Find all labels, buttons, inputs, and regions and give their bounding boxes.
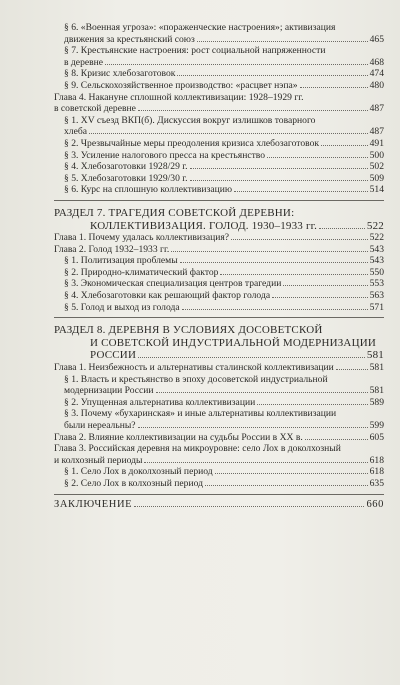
toc-section xyxy=(54,324,384,362)
entry-title: хлеба xyxy=(64,126,87,138)
page-number: 563 xyxy=(369,290,384,302)
toc-paragraph xyxy=(54,138,384,150)
entry-title: § 3. Усиление налогового пресса на крестьянство xyxy=(64,149,266,161)
entry-title: § 1. Политизация проблемы xyxy=(64,255,178,267)
page-number: 553 xyxy=(369,278,384,290)
bleed-through-text xyxy=(200,585,380,665)
toc-chapter xyxy=(54,432,384,444)
toc-line xyxy=(54,499,384,511)
toc-line xyxy=(64,150,384,162)
toc-paragraph xyxy=(54,161,384,173)
page-number: 543 xyxy=(369,243,384,255)
page-number: 522 xyxy=(366,219,384,232)
dot-leader xyxy=(300,87,368,88)
toc-line xyxy=(64,302,384,314)
toc-paragraph xyxy=(54,115,384,138)
toc-paragraph xyxy=(54,68,384,80)
entry-title: в советской деревне xyxy=(54,103,136,115)
dot-leader xyxy=(205,485,368,486)
toc-paragraph xyxy=(54,255,384,267)
toc-line xyxy=(64,255,384,267)
dot-leader xyxy=(190,168,368,169)
entry-title: § 5. Голод и выход из голода xyxy=(64,301,180,313)
page-number: 491 xyxy=(369,137,384,149)
toc-line xyxy=(64,161,384,173)
entry-title: § 4. Хлебозаготовки как решающий фактор голода xyxy=(64,290,271,302)
toc-line xyxy=(54,244,384,256)
page-number: 509 xyxy=(369,172,384,184)
toc-line xyxy=(54,337,384,350)
entry-title: движения за крестьянский союз xyxy=(64,33,195,45)
dot-leader xyxy=(319,228,365,229)
toc-paragraph xyxy=(54,173,384,185)
entry-title: § 6. «Военная угроза»: «пораженческие настроения»; активизация xyxy=(64,22,336,33)
dot-leader xyxy=(220,274,367,275)
toc-paragraph xyxy=(54,374,384,397)
toc-paragraph xyxy=(54,45,384,68)
toc-line xyxy=(64,126,384,138)
toc-line xyxy=(64,290,384,302)
dot-leader xyxy=(197,41,368,42)
dot-leader xyxy=(180,262,368,263)
toc-line xyxy=(64,68,384,80)
toc-paragraph xyxy=(54,302,384,314)
entry-title: Глава 3. Российская деревня на микроуровне: село Лох в доколхозный xyxy=(54,443,341,455)
toc-chapter xyxy=(54,362,384,374)
page-number: 618 xyxy=(369,454,384,466)
entry-title: § 1. Село Лох в доколхозный период xyxy=(64,466,213,478)
toc-chapter xyxy=(54,443,384,466)
page-number: 500 xyxy=(369,149,384,161)
toc-line xyxy=(54,324,384,337)
toc-paragraph xyxy=(54,397,384,409)
toc-line xyxy=(64,80,384,92)
toc-paragraph xyxy=(54,267,384,279)
page-number: 571 xyxy=(369,301,384,313)
toc-line xyxy=(64,34,384,46)
toc-line xyxy=(54,443,384,455)
dot-leader xyxy=(321,145,368,146)
dot-leader xyxy=(267,157,368,158)
entry-title: ЗАКЛЮЧЕНИЕ xyxy=(54,498,133,510)
page-number: 618 xyxy=(369,466,384,478)
toc-chapter xyxy=(54,232,384,244)
toc-line xyxy=(64,420,384,432)
dot-leader xyxy=(89,133,368,134)
toc-line xyxy=(64,138,384,150)
entry-title: § 2. Упущенная альтернатива коллективизации xyxy=(64,396,256,408)
dot-leader xyxy=(138,427,368,428)
entry-title: § 9. Сельскохозяйственное производство: «расцвет нэпа» xyxy=(64,79,298,91)
dot-leader xyxy=(234,191,368,192)
dot-leader xyxy=(105,64,368,65)
section-divider xyxy=(54,200,384,201)
entry-title: § 6. Курс на сплошную коллективизацию xyxy=(64,184,233,196)
dot-leader xyxy=(283,285,367,286)
page-number: 599 xyxy=(369,420,384,431)
toc-paragraph xyxy=(54,278,384,290)
section-divider xyxy=(54,494,384,495)
entry-title: § 2. Чрезвычайные меры преодоления кризиса хлебозаготовок xyxy=(64,137,320,149)
toc-line xyxy=(54,232,384,244)
toc-line xyxy=(64,385,384,397)
entry-title: Глава 2. Голод 1932–1933 гг. xyxy=(54,243,170,255)
toc-chapter xyxy=(54,244,384,256)
toc-paragraph xyxy=(54,22,384,45)
page-number: 635 xyxy=(369,477,384,489)
toc-line xyxy=(64,278,384,290)
page-number: 487 xyxy=(369,103,384,115)
toc-paragraph xyxy=(54,478,384,490)
dot-leader xyxy=(231,239,368,240)
entry-title: § 1. XV съезд ВКП(б). Дискуссия вокруг излишков товарного xyxy=(64,114,316,126)
dot-leader xyxy=(305,439,368,440)
toc-line xyxy=(64,57,384,69)
toc-line xyxy=(64,267,384,279)
toc-paragraph xyxy=(54,466,384,478)
page-number: 581 xyxy=(366,349,384,362)
page-number: 660 xyxy=(366,498,384,510)
dot-leader xyxy=(156,392,368,393)
toc-paragraph xyxy=(54,184,384,196)
entry-title: § 1. Власть и крестьянство в эпоху досоветской индустриальной xyxy=(64,373,328,385)
toc-line xyxy=(64,173,384,185)
toc-line xyxy=(64,184,384,196)
page-number: 502 xyxy=(369,161,384,173)
section-divider xyxy=(54,317,384,318)
table-of-contents xyxy=(54,22,384,510)
entry-title: РАЗДЕЛ 7. ТРАГЕДИЯ СОВЕТСКОЙ ДЕРЕВНИ: xyxy=(54,206,295,219)
page-number: 543 xyxy=(369,255,384,267)
toc-paragraph xyxy=(54,80,384,92)
toc-chapter xyxy=(54,92,384,115)
entry-title: РОССИИ xyxy=(90,349,137,362)
toc-line xyxy=(64,374,384,386)
toc-line xyxy=(54,362,384,374)
page-number: 581 xyxy=(369,362,384,374)
page-number: 581 xyxy=(369,385,384,397)
entry-title: § 3. Почему «бухаринская» и иные альтернативы коллективизации xyxy=(64,408,337,420)
dot-leader xyxy=(215,473,368,474)
toc-paragraph xyxy=(54,408,384,431)
entry-title: Глава 1. Почему удалась коллективизация? xyxy=(54,232,230,244)
entry-title: Глава 4. Накануне сплошной коллективизации: 1928–1929 гг. xyxy=(54,91,304,103)
toc-line xyxy=(54,103,384,115)
entry-title: § 2. Природно-климатический фактор xyxy=(64,266,219,278)
page-number: 487 xyxy=(369,126,384,138)
entry-title: § 3. Экономическая специализация центров трагедии xyxy=(64,278,282,290)
toc-section xyxy=(54,207,384,232)
page-number: 605 xyxy=(369,431,384,443)
entry-title: были нереальны? xyxy=(64,420,136,431)
page-number: 474 xyxy=(369,68,384,80)
dot-leader xyxy=(144,462,367,463)
dot-leader xyxy=(190,180,368,181)
page-number: 465 xyxy=(369,33,384,45)
toc-line xyxy=(54,432,384,444)
toc-line xyxy=(54,92,384,104)
entry-title: Глава 1. Неизбежность и альтернативы сталинской коллективизации xyxy=(54,362,334,374)
dot-leader xyxy=(177,75,367,76)
entry-title: в деревне xyxy=(64,56,104,68)
dot-leader xyxy=(171,251,367,252)
toc-line xyxy=(64,45,384,57)
toc-line xyxy=(64,397,384,409)
page-number: 522 xyxy=(369,232,384,244)
toc-conclusion xyxy=(54,499,384,511)
page-number: 514 xyxy=(369,184,384,196)
toc-line xyxy=(54,349,384,362)
dot-leader xyxy=(272,297,368,298)
entry-title: § 2. Село Лох в колхозный период xyxy=(64,477,203,489)
dot-leader xyxy=(182,309,368,310)
entry-title: модернизации России xyxy=(64,385,154,397)
entry-title: Глава 2. Влияние коллективизации на судьбы России в XX в. xyxy=(54,431,303,443)
page-number: 468 xyxy=(369,56,384,68)
toc-line xyxy=(64,22,384,34)
entry-title: КОЛЛЕКТИВИЗАЦИЯ. ГОЛОД. 1930–1933 гг. xyxy=(90,219,318,232)
entry-title: § 5. Хлебозаготовки 1929/30 г. xyxy=(64,172,188,184)
dot-leader xyxy=(134,506,364,507)
toc-paragraph xyxy=(54,150,384,162)
toc-line xyxy=(54,207,384,220)
entry-title: И СОВЕТСКОЙ ИНДУСТРИАЛЬНОЙ МОДЕРНИЗАЦИИ xyxy=(90,336,377,349)
entry-title: РАЗДЕЛ 8. ДЕРЕВНЯ В УСЛОВИЯХ ДОСОВЕТСКОЙ xyxy=(54,324,323,337)
entry-title: § 4. Хлебозаготовки 1928/29 г. xyxy=(64,161,188,173)
entry-title: § 7. Крестьянские настроения: рост социальной напряженности xyxy=(64,45,326,57)
page-number: 550 xyxy=(369,266,384,278)
toc-line xyxy=(54,455,384,467)
toc-line xyxy=(64,115,384,127)
entry-title: § 8. Кризис хлебозаготовок xyxy=(64,68,176,80)
entry-title: и колхозный периоды xyxy=(54,454,143,466)
toc-line xyxy=(64,466,384,478)
toc-line xyxy=(64,408,384,420)
page-number: 480 xyxy=(369,79,384,91)
toc-line xyxy=(54,220,384,233)
dot-leader xyxy=(138,357,365,358)
toc-line xyxy=(64,478,384,490)
dot-leader xyxy=(257,404,367,405)
dot-leader xyxy=(336,369,368,370)
dot-leader xyxy=(138,110,368,111)
page-number: 589 xyxy=(369,396,384,408)
toc-paragraph xyxy=(54,290,384,302)
